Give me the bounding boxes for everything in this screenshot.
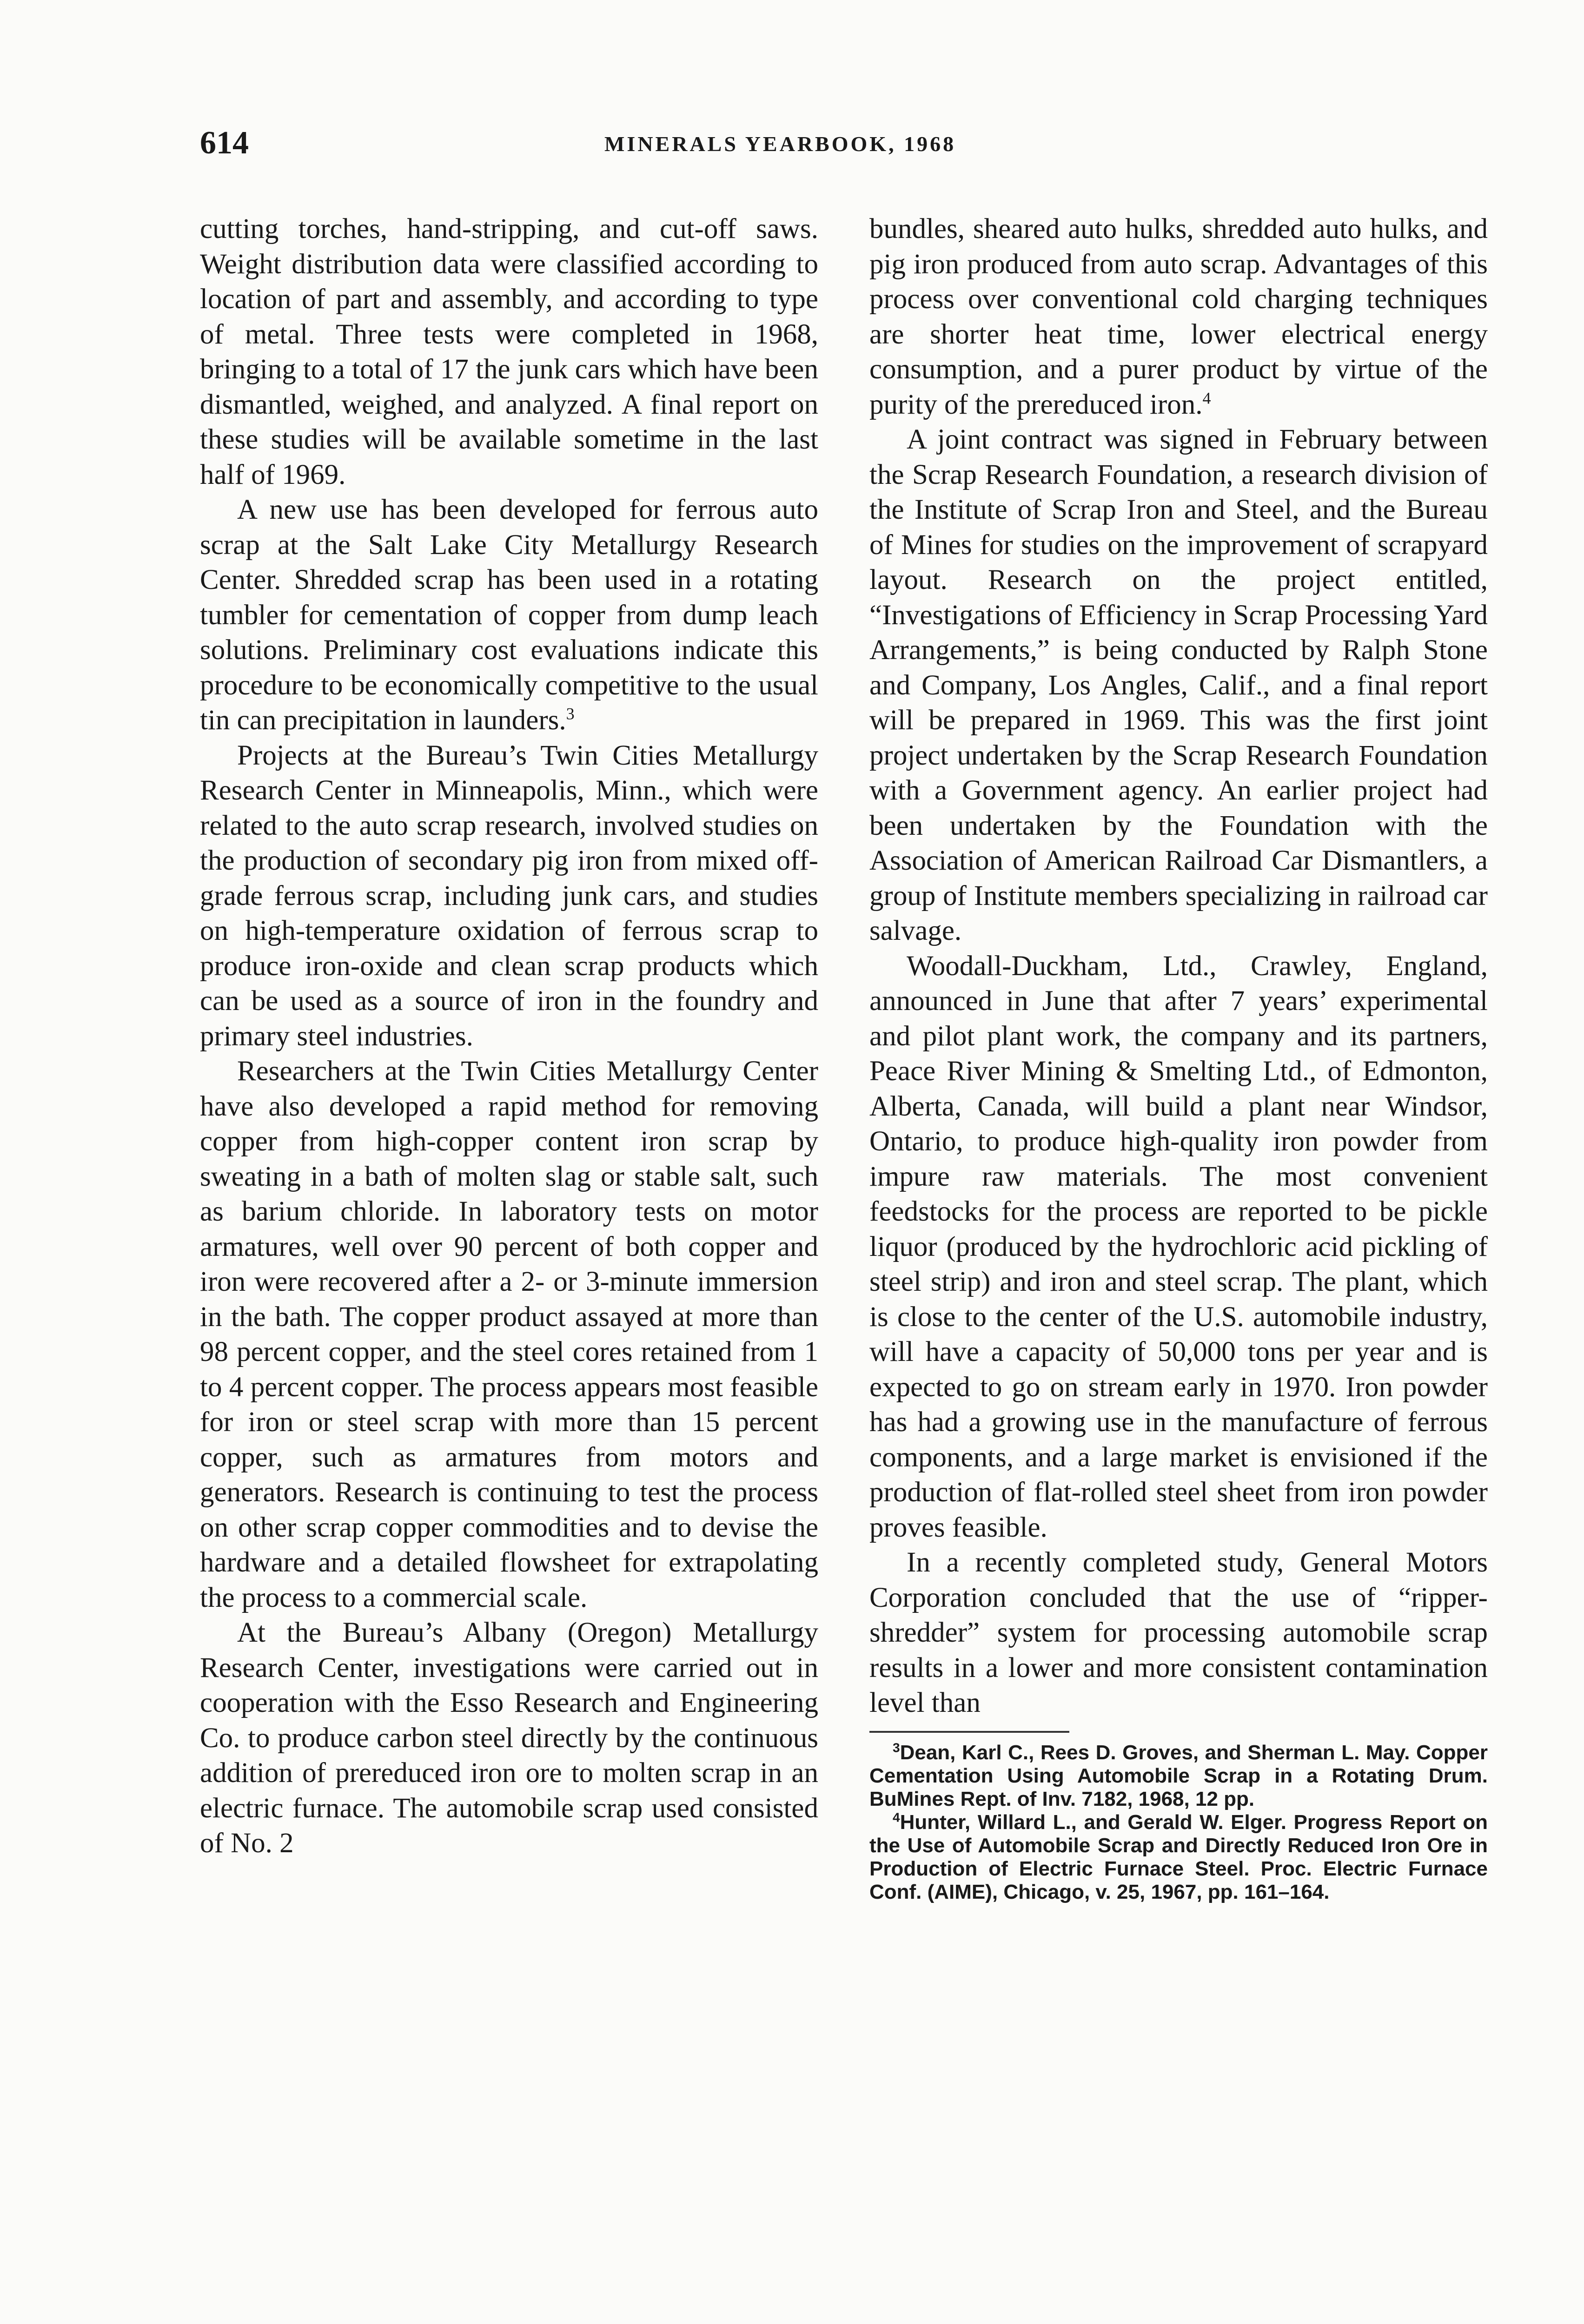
- paragraph: [869, 211, 1488, 422]
- paragraph: [200, 492, 818, 738]
- paragraph-text: Researchers at the Twin Cities Metallurgy Center have also developed a rapid method for removing copper from high-copper content iron scrap by sweating in a bath of molten slag or stable salt, such as barium chloride. In laboratory tests on motor armatures, well over 90 percent of both copper and iron were recovered after a 2- or 3-minute immersion in the bath. The copper product assayed at more than 98 percent copper, and the steel cores retained from 1 to 4 percent copper. The process appears most feasible for iron or steel scrap with more than 15 percent copper, such as armatures from motors and generators. Research is continuing to test the process on other scrap copper commodities and to devise the hardware and a detailed flowsheet for extrapolating the process to a commercial scale.: [200, 1056, 818, 1613]
- paragraph-text: In a recently completed study, General Motors Corporation concluded that the use of “ripper-shredder” system for processing automobile scrap results in a lower and more consistent contamination level than: [869, 1547, 1488, 1718]
- footnote-text: Dean, Karl C., Rees D. Groves, and Sherman L. May. Copper Cementation Using Automobile Scrap in a Rotating Drum. BuMines Rept. of Inv. 7182, 1968, 12 pp.: [869, 1741, 1488, 1810]
- footnote-divider: [869, 1731, 1069, 1733]
- footnote-mark: 3: [893, 1740, 900, 1755]
- paragraph: [869, 1545, 1488, 1721]
- footnote-reference: 3: [566, 704, 575, 723]
- paragraph-text: A new use has been developed for ferrous auto scrap at the Salt Lake City Metallurgy Research Center. Shredded scrap has been used in a rotating tumbler for cementation of copper from dump leach solutions. Preliminary cost evaluations indicate this procedure to be economically competitive to the usual tin can precipitation in launders.: [200, 494, 818, 736]
- paragraph: [869, 949, 1488, 1545]
- paragraph-text: cutting torches, hand-stripping, and cut-off saws. Weight distribution data were classified according to location of part and assembly, and according to type of metal. Three tests were completed in 1968, bringing to a total of 17 the junk cars which have been dismantled, weighed, and analyzed. A final report on these studies will be available sometime in the last half of 1969.: [200, 213, 818, 490]
- paragraph: [869, 422, 1488, 949]
- left-column: [200, 211, 818, 1861]
- paragraph: [200, 1615, 818, 1861]
- paragraph: [200, 211, 818, 492]
- footnote-3: [869, 1741, 1488, 1811]
- footnote-text: Hunter, Willard L., and Gerald W. Elger. Progress Report on the Use of Automobile Scrap and Directly Reduced Iron Ore in Production of Electric Furnace Steel. Proc. Electric Furnace Conf. (AIME), Chicago, v. 25, 1967, pp. 161–164.: [869, 1810, 1488, 1903]
- running-title: MINERALS YEARBOOK, 1968: [604, 132, 956, 156]
- page-number: 614: [200, 125, 249, 161]
- footnote-4: [869, 1811, 1488, 1904]
- paragraph-text: Projects at the Bureau’s Twin Cities Metallurgy Research Center in Minneapolis, Minn., which were related to the auto scrap research, involved studies on the production of secondary pig iron from mixed off-grade ferrous scrap, including junk cars, and studies on high-temperature oxidation of ferrous scrap to produce iron-oxide and clean scrap products which can be used as a source of iron in the foundry and primary steel industries.: [200, 739, 818, 1052]
- paragraph-text: At the Bureau’s Albany (Oregon) Metallurgy Research Center, investigations were carried out in cooperation with the Esso Research and Engineering Co. to produce carbon steel directly by the continuous addition of prereduced iron ore to molten scrap in an electric furnace. The automobile scrap used consisted of No. 2: [200, 1617, 818, 1859]
- paragraph-text: bundles, sheared auto hulks, shredded auto hulks, and pig iron produced from auto scrap. Advantages of this process over conventional cold charging techniques are shorter heat time, lower electrical energy consumption, and a purer product by virtue of the purity of the prereduced iron.: [869, 213, 1488, 420]
- paragraph-text: Woodall-Duckham, Ltd., Crawley, England, announced in June that after 7 years’ experimental and pilot plant work, the company and its partners, Peace River Mining & Smelting Ltd., of Edmonton, Alberta, Canada, will build a plant near Windsor, Ontario, to produce high-quality iron powder from impure raw materials. The most convenient feedstocks for the process are reported to be pickle liquor (produced by the hydrochloric acid pickling of steel strip) and iron and steel scrap. The plant, which is close to the center of the U.S. automobile industry, will have a capacity of 50,000 tons per year and is expected to go on stream early in 1970. Iron powder has had a growing use in the manufacture of ferrous components, and a large market is envisioned if the production of flat-rolled steel sheet from iron powder proves feasible.: [869, 950, 1488, 1543]
- footnote-mark: 4: [893, 1809, 900, 1824]
- right-column: [869, 211, 1488, 1904]
- paragraph: [200, 738, 818, 1054]
- paragraph: [200, 1054, 818, 1615]
- paragraph-text: A joint contract was signed in February between the Scrap Research Foundation, a research division of the Institute of Scrap Iron and Steel, and the Bureau of Mines for studies on the improvement of scrapyard layout. Research on the project entitled, “Investigations of Efficiency in Scrap Processing Yard Arrangements,” is being conducted by Ralph Stone and Company, Los Angles, Calif., and a final report will be prepared in 1969. This was the first joint project undertaken by the Scrap Research Foundation with a Government agency. An earlier project had been undertaken by the Foundation with the Association of American Railroad Car Dismantlers, a group of Institute members specializing in railroad car salvage.: [869, 424, 1488, 946]
- footnote-reference: 4: [1202, 389, 1211, 408]
- footnotes: [869, 1741, 1488, 1904]
